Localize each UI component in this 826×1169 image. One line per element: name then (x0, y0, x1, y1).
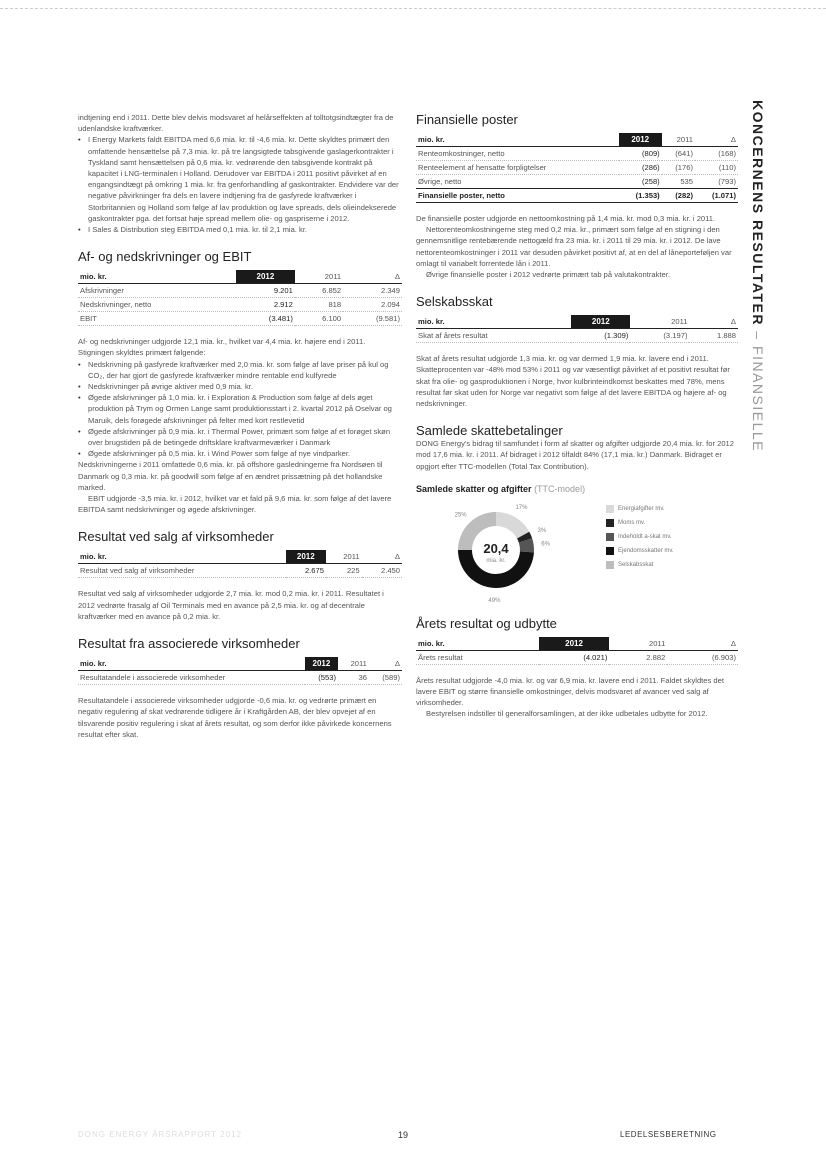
left-column (78, 112, 402, 740)
row-current: (553) (305, 671, 338, 685)
fin-paragraph: Øvrige finansielle poster i 2012 vedrørte primært tab på valutakontrakter. (426, 270, 670, 280)
aarets-table (416, 637, 738, 665)
legend-label: Selskabsskat (618, 561, 654, 568)
col-header-delta: Δ (667, 637, 738, 651)
row-previous: (3.197) (630, 329, 689, 343)
ebit-paragraph: Nedskrivningerne i 2011 omfattede 0,6 mia. kr. på offshore gasledningerne fra Nordsøen til Danmark og 0,3 mia. kr. på goodwill som følge af en ændret prissætning på det hollandske marked. (78, 460, 383, 492)
table-row (416, 175, 738, 189)
ebit-bullet: • Nedskrivninger på øvrige aktiver med 0,9 mia. kr. (78, 381, 402, 392)
ebit-bullet: • Nedskrivning på gasfyrede kraftværker med 2,0 mia. kr. som følge af lave priser på kul og CO₂, der har gjort de gasfyrede kraftværker mindre rentable end kulfyrede (78, 359, 402, 381)
col-header-label: mio. kr. (78, 270, 236, 284)
row-previous: 6.852 (295, 284, 343, 298)
slice-value-label: 6% (541, 541, 550, 548)
row-current: 2.912 (236, 298, 295, 312)
legend-item (606, 558, 674, 572)
row-previous: (176) (662, 161, 695, 175)
legend-item (606, 544, 674, 558)
row-delta: (1.071) (695, 189, 738, 203)
col-header-previous: 2011 (326, 550, 362, 564)
skat-table (416, 315, 738, 343)
row-previous: 36 (338, 671, 369, 685)
col-header-label: mio. kr. (416, 315, 571, 329)
row-label: Nedskrivninger, netto (78, 298, 236, 312)
fin-paragraph: De finansielle poster udgjorde en nettoomkostning på 1,4 mia. kr. mod 0,3 mia. kr. i 2011. (416, 214, 716, 223)
row-label: EBIT (78, 312, 236, 326)
intro-bullet: • I Sales & Distribution steg EBITDA med 0,1 mia. kr. til 2,1 mia. kr. (78, 224, 402, 235)
slice-value-label: 3% (537, 527, 547, 534)
row-delta: (6.903) (667, 650, 738, 664)
col-header-previous: 2011 (338, 657, 369, 671)
row-current: (258) (619, 175, 662, 189)
legend-swatch (606, 561, 614, 569)
fin-paragraph: Nettorenteomkostningerne steg med 0,2 mia. kr., primært som følge af en stigning i den gennemsnitlige rentebærende nettogæld fra 23 mia. kr. i 2011 til 29 mia. kr. i 2012. De lave nettorenteomkostninger i 2011 var desuden påvirket positivt af, at en del af låneporteføljen var omlagt til variabelt forrentede lån i 2011. (416, 225, 732, 268)
intro-bullet: • I Energy Markets faldt EBITDA med 6,6 mia. kr. til -4,6 mia. kr. Dette skyldtes primært den omfattende hensættelse på 7,3 mia. kr. på tre langsigtede tabsgivende gaslagerkontrakter i Tyskland samt hensættelsen på 0,6 mia. kr. vedrørende den tabsgivende kontrakt på kapacitet i LNG-terminalen i Holland. Derudover var EBITDA i 2011 positivt påvirket af en engangsindtægt på omkring 1 mia. kr. fra genforhandling af gaskontrakter. Endvidere var der negative påvirkninger fra dels en lavere indtjening fra de gasfyrede kraftværker i Storbritannien og Holland som følge af lav produktion og lave spreads, dels olieindekserede gaskontrakter pga. det fortsat høje spread mellem olie- og gaspriserne i 2012. (78, 134, 402, 224)
legend-swatch (606, 505, 614, 513)
col-header-current: 2012 (305, 657, 338, 671)
col-header-current: 2012 (539, 637, 610, 651)
row-label: Resultatandele i associerede virksomheder (78, 671, 305, 685)
salg-paragraph: Resultat ved salg af virksomheder udgjorde 2,7 mia. kr. mod 0,2 mia. kr. i 2011. Resultatet i 2012 vedrørte frasalg af Oil Terminals med en avance på 2,5 mia. kr. og af decentrale kraftværker med en avance på 0,2 mia. kr. (78, 589, 384, 621)
fin-table (416, 133, 738, 203)
section-heading-samlede: Samlede skattebetalinger (416, 423, 563, 439)
table-row (78, 284, 402, 298)
assoc-paragraph: Resultatandele i associerede virksomheder udgjorde -0,6 mia. kr. og vedrørte primært en negativ regulering af skat vedrørende tidligere år i Kraftgården AB, der blev opvejet af en tilsvarende positiv regulering i skat af årets resultat, og som derfor ikke påvirkede koncernens resultat efter skat. (78, 696, 392, 739)
col-header-delta: Δ (695, 133, 738, 147)
ebit-bullet: • Øgede afskrivninger på 0,9 mia. kr. i Thermal Power, primært som følge af et forøget skøn over brugstiden på de betingede driftsklare kraftvarmeværker i Danmark (78, 426, 402, 448)
footer-report-name: DONG ENERGY ÅRSRAPPORT 2012 (78, 1130, 242, 1139)
slice-value-label: 25% (454, 512, 467, 519)
table-row (78, 298, 402, 312)
sidebar-subtitle: FINANSIELLE (750, 346, 766, 453)
section-sidebar (750, 100, 770, 453)
row-label: Resultat ved salg af virksomheder (78, 564, 286, 578)
row-current: 9.201 (236, 284, 295, 298)
table-row (78, 671, 402, 685)
intro-paragraph: indtjening end i 2011. Dette blev delvis modsvaret af helårseffekten af tolltotgsindtægter fra de udenlandske kraftværker. (78, 113, 394, 134)
col-header-current: 2012 (236, 270, 295, 284)
col-header-label: mio. kr. (416, 133, 619, 147)
legend-label: Energiafgifter mv. (618, 505, 665, 512)
row-current: (1.353) (619, 189, 662, 203)
row-current: (286) (619, 161, 662, 175)
chart-center-unit: mia. kr. (486, 557, 506, 564)
col-header-previous: 2011 (630, 315, 689, 329)
chart-title-light: (TTC-model) (534, 483, 586, 494)
row-delta: (793) (695, 175, 738, 189)
ebit-paragraph: Af- og nedskrivninger udgjorde 12,1 mia. kr., hvilket var 4,4 mia. kr. højere end i 2011. Stigningen skyldtes primært følgende: (78, 337, 366, 358)
row-current: 2.675 (286, 564, 326, 578)
row-delta: (110) (695, 161, 738, 175)
ebit-table (78, 270, 402, 326)
row-previous: 2.882 (609, 650, 667, 664)
sidebar-title: KONCERNENS RESULTATER (750, 100, 766, 326)
assoc-table (78, 657, 402, 685)
table-row (416, 650, 738, 664)
section-heading-assoc: Resultat fra associerede virksomheder (78, 636, 300, 652)
aarets-paragraph: Årets resultat udgjorde -4,0 mia. kr. og var 6,9 mia. kr. lavere end i 2011. Faldet skyldtes det lavere EBIT og større finansielle omkostninger, delvis modsvaret af avancer ved salg af virksomheder. (416, 675, 724, 708)
ebit-bullet: • Øgede afskrivninger på 1,0 mia. kr. i Exploration & Production som følge af dels øget produktion på Trym og Ormen Lange samt produktionsstart i 2. kvartal 2012 på Oselvar og Maruik, dels forøgede afskrivninger på felter med kort restlevetid (78, 392, 402, 426)
top-border (0, 8, 826, 9)
row-label: Øvrige, netto (416, 175, 619, 189)
chart-center-value: 20,4 (483, 540, 509, 556)
table-total-row (416, 189, 738, 203)
row-previous: 6.100 (295, 312, 343, 326)
legend-swatch (606, 519, 614, 527)
slice-value-label: 49% (488, 597, 501, 602)
ebit-paragraph: EBIT udgjorde -3,5 mia. kr. i 2012, hvilket var et fald på 9,6 mia. kr. som følge af det lavere EBITDA samt nedskrivninger og øgede afskrivninger. (78, 494, 392, 515)
ebit-bullet-list (78, 359, 402, 460)
section-heading-aarets: Årets resultat og udbytte (416, 615, 557, 631)
table-row (416, 161, 738, 175)
legend-item (606, 530, 674, 544)
col-header-delta: Δ (369, 657, 402, 671)
legend-label: Moms mv. (618, 519, 646, 526)
row-delta: 1.888 (689, 329, 738, 343)
chart-title-bold: Samlede skatter og afgifter (416, 483, 532, 494)
row-label: Renteelement af hensatte forpligtelser (416, 161, 619, 175)
table-row (416, 147, 738, 161)
row-delta: (168) (695, 147, 738, 161)
slice-value-label: 17% (515, 504, 528, 511)
col-header-label: mio. kr. (78, 550, 286, 564)
legend-item (606, 516, 674, 530)
intro-bullet-list (78, 134, 402, 235)
chart-legend (606, 502, 674, 572)
row-label: Renteomkostninger, netto (416, 147, 619, 161)
legend-item (606, 502, 674, 516)
donut-chart (416, 502, 738, 602)
aarets-paragraph: Bestyrelsen indstiller til generalforsamlingen, at der ikke udbetales udbytte for 2012. (426, 709, 708, 719)
legend-label: Ejendomsskatter mv. (618, 547, 674, 554)
row-delta: 2.094 (343, 298, 402, 312)
row-previous: 818 (295, 298, 343, 312)
section-heading-salg: Resultat ved salg af virksomheder (78, 529, 274, 545)
row-label: Afskrivninger (78, 284, 236, 298)
col-header-previous: 2011 (662, 133, 695, 147)
legend-label: Indeholdt a-skat mv. (618, 533, 672, 540)
table-row (416, 329, 738, 343)
page-number: 19 (398, 1130, 409, 1140)
row-current: (4.021) (539, 650, 610, 664)
col-header-current: 2012 (286, 550, 326, 564)
salg-table (78, 550, 402, 578)
row-delta: (589) (369, 671, 402, 685)
row-delta: 2.450 (362, 564, 402, 578)
row-previous: 225 (326, 564, 362, 578)
col-header-current: 2012 (571, 315, 630, 329)
section-heading-skat: Selskabsskat (416, 294, 493, 310)
sidebar-separator: – (750, 325, 766, 347)
row-delta: 2.349 (343, 284, 402, 298)
row-current: (809) (619, 147, 662, 161)
section-heading-ebit: Af- og nedskrivninger og EBIT (78, 249, 252, 265)
right-column (416, 112, 738, 720)
table-row (78, 312, 402, 326)
col-header-label: mio. kr. (78, 657, 305, 671)
col-header-delta: Δ (362, 550, 402, 564)
section-heading-fin: Finansielle poster (416, 112, 518, 127)
row-current: (3.481) (236, 312, 295, 326)
row-previous: (282) (662, 189, 695, 203)
row-previous: (641) (662, 147, 695, 161)
ebit-bullet: • Øgede afskrivninger på 0,5 mia. kr. i Wind Power som følge af nye vindparker. (78, 448, 402, 459)
row-delta: (9.581) (343, 312, 402, 326)
footer-section: LEDELSESBERETNING (620, 1130, 717, 1139)
row-current: (1.309) (571, 329, 630, 343)
row-label: Årets resultat (416, 650, 539, 664)
col-header-previous: 2011 (295, 270, 343, 284)
row-label: Finansielle poster, netto (416, 189, 619, 203)
table-row (78, 564, 402, 578)
col-header-delta: Δ (689, 315, 738, 329)
row-previous: 535 (662, 175, 695, 189)
legend-swatch (606, 547, 614, 555)
col-header-current: 2012 (619, 133, 662, 147)
row-label: Skat af årets resultat (416, 329, 571, 343)
chart-title (416, 484, 738, 494)
skat-paragraph: Skat af årets resultat udgjorde 1,3 mia. kr. og var dermed 1,9 mia. kr. lavere end i 2011. Skatteprocenten var -48% mod 53% i 2011 og var væsentligt påvirket af et positivt resultat før skat fra olie- og gasproduktionen i Norge, hvor kulbrinteindkomst beskattes med 78%, mens resultat før skat uden for Norge var negativt som følge af det lavere EBITDA og højere af- og nedskrivninger. (416, 354, 730, 409)
col-header-previous: 2011 (609, 637, 667, 651)
col-header-label: mio. kr. (416, 637, 539, 651)
legend-swatch (606, 533, 614, 541)
col-header-delta: Δ (343, 270, 402, 284)
samlede-paragraph: DONG Energy's bidrag til samfundet i form af skatter og afgifter udgjorde 20,4 mia. kr. for 2012 mod 17,6 mia. kr. i 2011. Af bidraget i 2012 tilfaldt 84% (17,1 mia. kr.) Danmark. Bidraget er opgjort efter TTC-modellen (Total Tax Contribution). (416, 439, 735, 471)
donut-svg (416, 502, 596, 602)
